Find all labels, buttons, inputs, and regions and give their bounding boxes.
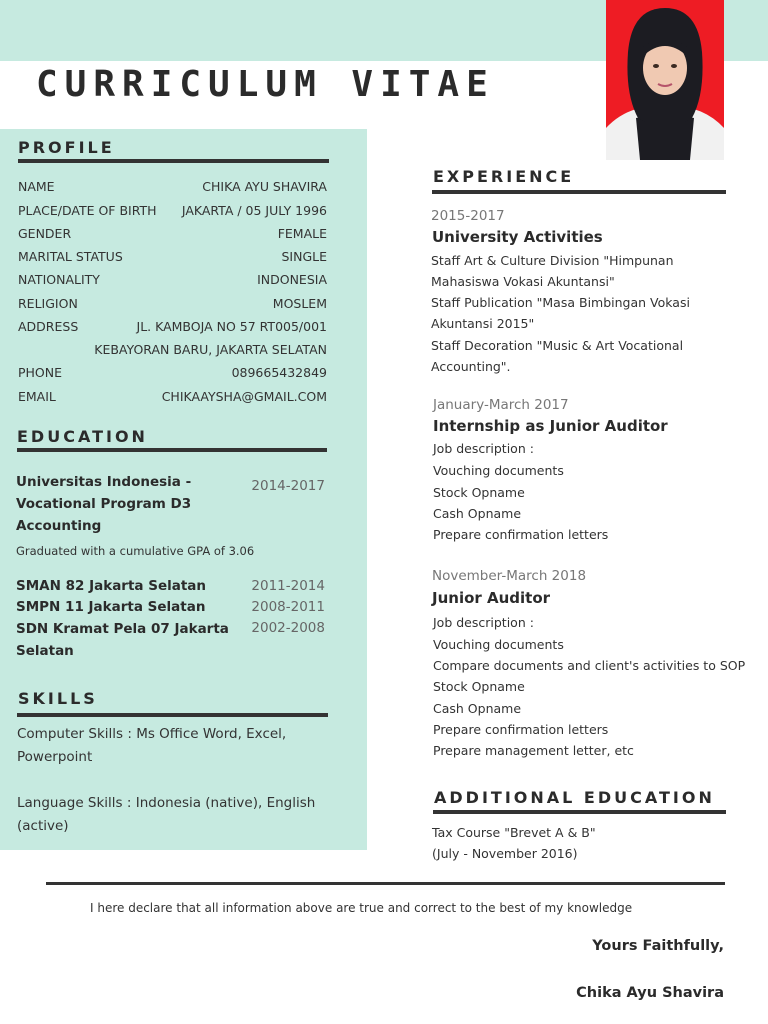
profile-label: RELIGION bbox=[18, 296, 78, 311]
profile-value: FEMALE bbox=[277, 226, 327, 241]
profile-value: CHIKAAYSHA@GMAIL.COM bbox=[161, 389, 327, 404]
education-school-line: Universitas Indonesia - bbox=[16, 474, 192, 490]
skills-divider bbox=[17, 713, 328, 717]
profile-label: NAME bbox=[18, 179, 55, 194]
education-school-sdn bbox=[16, 618, 229, 662]
education-year: 2002-2008 bbox=[251, 620, 325, 636]
skills-line: (active) bbox=[17, 818, 69, 834]
experience-line: Cash Opname bbox=[433, 506, 522, 521]
experience-line: Accounting". bbox=[431, 359, 511, 374]
closing-text: Yours Faithfully, bbox=[592, 938, 724, 954]
experience-role: University Activities bbox=[432, 228, 603, 246]
profile-label: PHONE bbox=[18, 365, 63, 380]
education-year: 2011-2014 bbox=[251, 578, 325, 594]
signature-name: Chika Ayu Shavira bbox=[576, 985, 724, 1001]
profile-heading: PROFILE bbox=[18, 138, 115, 157]
profile-value: KEBAYORAN BARU, JAKARTA SELATAN bbox=[94, 342, 327, 357]
profile-label: GENDER bbox=[18, 226, 72, 241]
profile-value: INDONESIA bbox=[257, 272, 327, 287]
experience-line: Prepare management letter, etc bbox=[433, 743, 634, 758]
additional-education-line: Tax Course "Brevet A & B" bbox=[432, 825, 596, 840]
experience-line: Job description : bbox=[433, 615, 534, 630]
additional-education-line: (July - November 2016) bbox=[432, 846, 578, 861]
education-heading: EDUCATION bbox=[17, 427, 148, 446]
experience-line: Stock Opname bbox=[433, 485, 525, 500]
experience-role: Junior Auditor bbox=[432, 589, 551, 607]
skills-line: Powerpoint bbox=[17, 749, 93, 765]
education-school-university bbox=[16, 471, 191, 537]
profile-value: SINGLE bbox=[281, 249, 327, 264]
additional-education-heading: ADDITIONAL EDUCATION bbox=[434, 788, 715, 807]
experience-line: Vouching documents bbox=[433, 637, 564, 652]
education-school-line: SDN Kramat Pela 07 Jakarta bbox=[16, 621, 229, 637]
experience-line: Cash Opname bbox=[433, 701, 522, 716]
skills-language bbox=[17, 792, 315, 838]
experience-line: Vouching documents bbox=[433, 463, 564, 478]
experience-line: Staff Art & Culture Division "Himpunan bbox=[431, 253, 674, 268]
experience-role: Internship as Junior Auditor bbox=[433, 417, 668, 435]
education-school-smpn: SMPN 11 Jakarta Selatan bbox=[16, 599, 206, 615]
education-year: 2008-2011 bbox=[251, 599, 325, 615]
education-school-line: Vocational Program D3 bbox=[16, 496, 192, 512]
education-divider bbox=[17, 448, 327, 452]
skills-line: Language Skills : Indonesia (native), English bbox=[17, 795, 316, 811]
experience-line: Staff Publication "Masa Bimbingan Vokasi bbox=[431, 295, 690, 310]
experience-date: November-March 2018 bbox=[432, 568, 587, 584]
education-school-line: Accounting bbox=[16, 518, 102, 534]
person-portrait-icon bbox=[606, 0, 724, 160]
education-school-sman: SMAN 82 Jakarta Selatan bbox=[16, 578, 207, 594]
experience-heading: EXPERIENCE bbox=[433, 167, 575, 186]
profile-label: ADDRESS bbox=[18, 319, 79, 334]
footer-divider bbox=[46, 882, 725, 885]
skills-heading: SKILLS bbox=[18, 689, 98, 708]
experience-line: Staff Decoration "Music & Art Vocational bbox=[431, 338, 684, 353]
profile-divider bbox=[18, 159, 329, 163]
profile-photo bbox=[606, 0, 724, 160]
profile-value: MOSLEM bbox=[272, 296, 327, 311]
experience-line: Prepare confirmation letters bbox=[433, 722, 609, 737]
experience-date: 2015-2017 bbox=[431, 208, 505, 224]
profile-label: EMAIL bbox=[18, 389, 56, 404]
profile-label: MARITAL STATUS bbox=[18, 249, 123, 264]
experience-line: Compare documents and client's activities to SOP bbox=[433, 658, 746, 673]
education-year: 2014-2017 bbox=[251, 478, 325, 494]
page-title: CURRICULUM VITAE bbox=[36, 64, 495, 105]
skills-computer bbox=[17, 723, 286, 769]
skills-line: Computer Skills : Ms Office Word, Excel, bbox=[17, 726, 287, 742]
experience-divider bbox=[432, 190, 726, 194]
profile-value: JAKARTA / 05 JULY 1996 bbox=[181, 203, 327, 218]
experience-line: Akuntansi 2015" bbox=[431, 316, 535, 331]
experience-line: Job description : bbox=[433, 441, 534, 456]
profile-label: PLACE/DATE OF BIRTH bbox=[18, 203, 157, 218]
additional-education-divider bbox=[433, 810, 726, 814]
profile-label: NATIONALITY bbox=[18, 272, 100, 287]
education-gpa-note: Graduated with a cumulative GPA of 3.06 bbox=[16, 544, 255, 558]
profile-value: 089665432849 bbox=[231, 365, 327, 380]
experience-date: January-March 2017 bbox=[433, 397, 569, 413]
profile-value: JL. KAMBOJA NO 57 RT005/001 bbox=[136, 319, 327, 334]
education-school-line: Selatan bbox=[16, 643, 74, 659]
profile-value: CHIKA AYU SHAVIRA bbox=[202, 179, 327, 194]
experience-line: Mahasiswa Vokasi Akuntansi" bbox=[431, 274, 615, 289]
experience-line: Prepare confirmation letters bbox=[433, 527, 609, 542]
declaration-text: I here declare that all information above are true and correct to the best of my knowledge bbox=[90, 901, 633, 915]
experience-line: Stock Opname bbox=[433, 679, 525, 694]
